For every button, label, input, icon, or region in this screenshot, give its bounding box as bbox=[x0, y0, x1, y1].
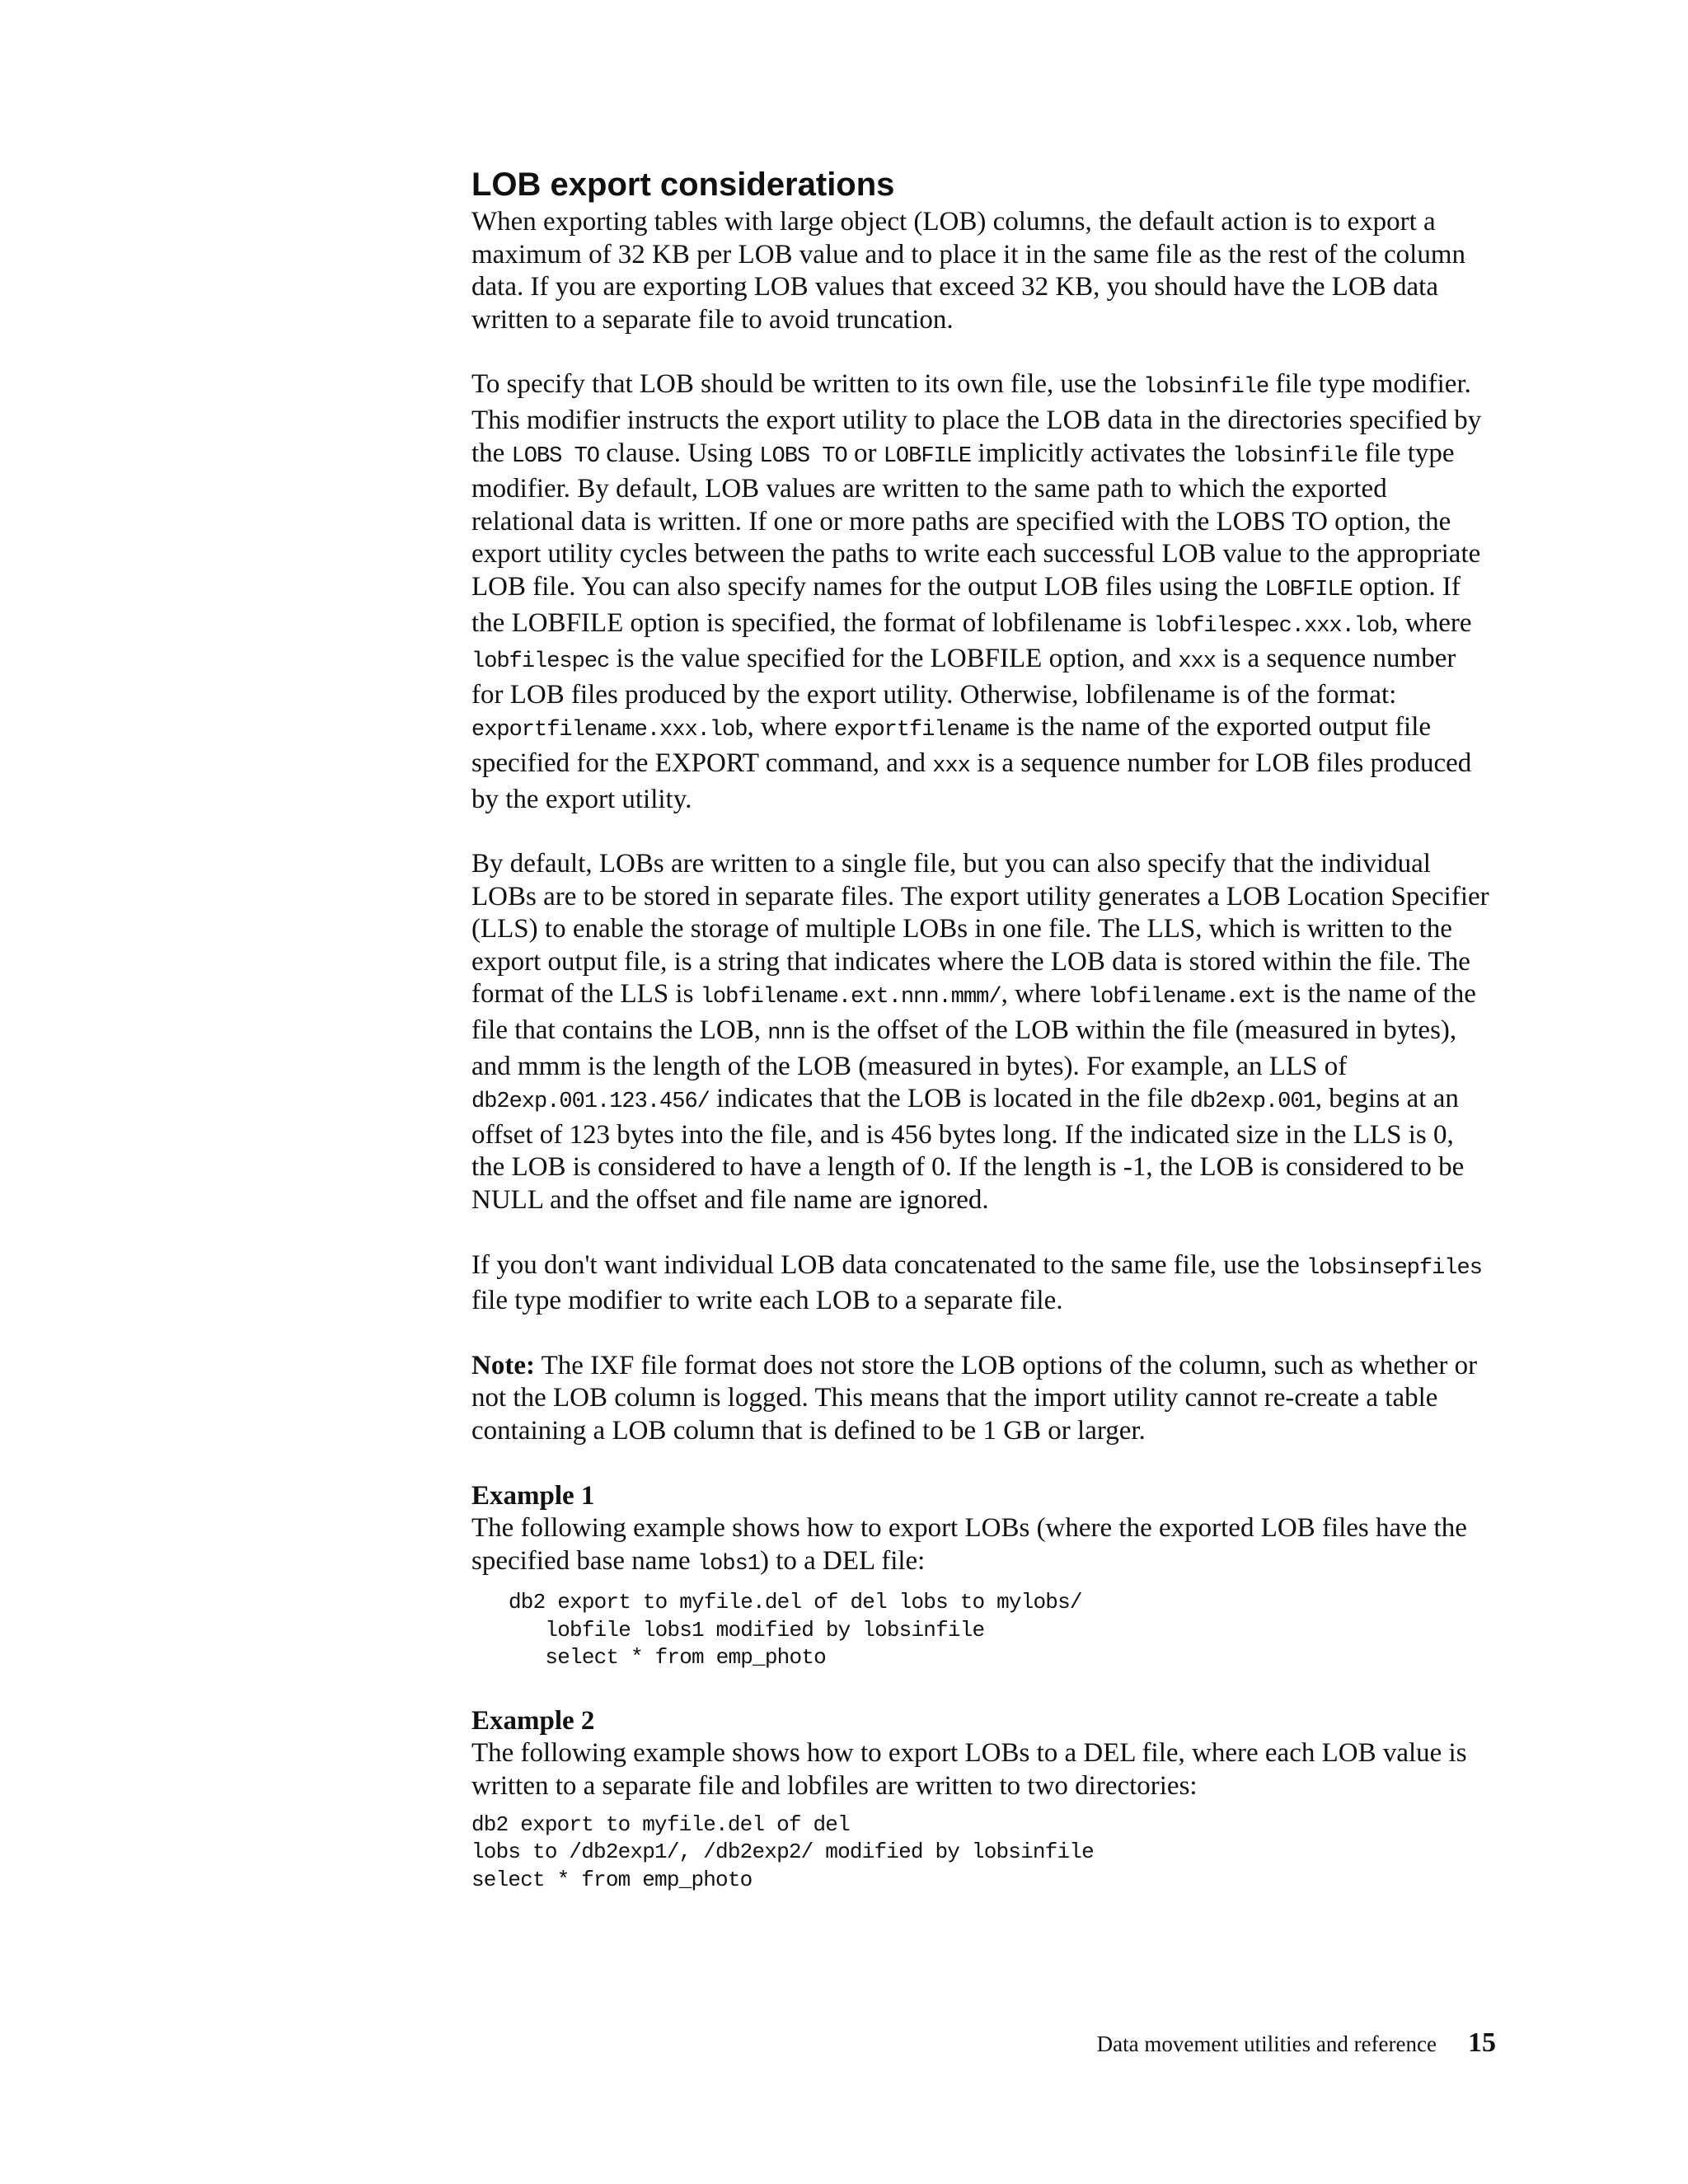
page-footer bbox=[1097, 2027, 1496, 2059]
example-description: The following example shows how to export LOBs to a DEL file, where each LOB value is written to a separate file and lobfiles are written to two directories: bbox=[471, 1738, 1467, 1802]
text-run: is a sequence number for LOB files produced by the export utility. Otherwise, lobfilename is of the format: bbox=[471, 644, 1456, 710]
code-term: db2exp.001.123.456/ bbox=[471, 1090, 710, 1115]
code-term: lobs1 bbox=[696, 1551, 760, 1577]
code-term: lobsinfile bbox=[1143, 375, 1269, 401]
note-paragraph bbox=[471, 1350, 1493, 1448]
text-run: , begins at an offset of 123 bytes into the file, and is 456 bytes long. If the indicated size in the LLS is 0, the LOB is considered to have a length of 0. If the length is -1, the LOB is considered to be NULL and the offset and file name are ignored. bbox=[471, 1084, 1465, 1216]
code-term: LOBFILE bbox=[1264, 577, 1353, 602]
code-term: exportfilename bbox=[833, 718, 1010, 743]
text-run: If you don't want individual LOB data concatenated to the same file, use the bbox=[471, 1249, 1307, 1280]
code-term: lobfilename.ext.nnn.mmm/ bbox=[700, 985, 1001, 1010]
code-term: xxx bbox=[1178, 649, 1216, 675]
code-block: db2 export to myfile.del of del lobs to mylobs/ lobfile lobs1 modified by lobsinfile select * from emp_photo bbox=[509, 1590, 1082, 1671]
paragraph-2 bbox=[471, 368, 1493, 816]
code-term: lobfilename.ext bbox=[1087, 985, 1276, 1010]
example-title: Example 2 bbox=[471, 1705, 595, 1736]
code-term: LOBS TO bbox=[511, 443, 599, 469]
text-run: , where bbox=[1001, 979, 1088, 1010]
paragraph-3 bbox=[471, 848, 1493, 1217]
text-run: file type modifier. By default, LOB values are written to the same path to which the exported relational data is written. If one or more paths are specified with the LOBS TO option, the export utility cycles between the paths to write each successful LOB value to the appropriate LOB file. You can also specify names for the output LOB files using the bbox=[471, 438, 1481, 602]
text-run: , where bbox=[747, 712, 834, 743]
paragraph-4 bbox=[471, 1249, 1493, 1318]
code-term: exportfilename.xxx.lob bbox=[471, 718, 748, 743]
example-title: Example 1 bbox=[471, 1480, 595, 1511]
code-term: lobfilespec bbox=[471, 649, 610, 675]
text-run: ) to a DEL file: bbox=[759, 1545, 926, 1576]
text-run: file type modifier. This modifier instructs the export utility to place the LOB data in the directories specified by the bbox=[471, 369, 1482, 468]
code-term: lobsinfile bbox=[1232, 443, 1358, 469]
text-run: , where bbox=[1391, 607, 1472, 638]
page-number: 15 bbox=[1468, 2027, 1496, 2058]
text-run: indicates that the LOB is located in the file bbox=[709, 1084, 1190, 1114]
text-run: is a sequence number for LOB files produced by the export utility. bbox=[471, 748, 1472, 814]
document-page bbox=[471, 165, 1493, 1927]
section-title: LOB export considerations bbox=[471, 166, 895, 203]
paragraph-1: When exporting tables with large object (LOB) columns, the default action is to export a maximum of 32 KB per LOB value and to place it in the same file as the rest of the column data. If you are exporting LOB values that exceed 32 KB, you should have the LOB data written to a separate file to avoid truncation. bbox=[471, 207, 1466, 335]
example-2 bbox=[471, 1705, 1493, 1894]
footer-title: Data movement utilities and reference bbox=[1096, 2032, 1437, 2056]
code-term: lobfilespec.xxx.lob bbox=[1153, 613, 1392, 639]
text-run: option. If the LOBFILE option is specified, the format of lobfilename is bbox=[471, 571, 1461, 638]
text-run: By default, LOBs are written to a single file, but you can also specify that the individual LOBs are to be stored in separate files. The export utility generates a LOB Location Specifier (LLS) to enable the storage of multiple LOBs in one file. The LLS, which is written to the export output file, is a string that indicates where the LOB data is stored within the file. The format of the LLS is bbox=[471, 849, 1489, 1010]
text-run: is the name of the exported output file specified for the EXPORT command, and bbox=[471, 712, 1432, 778]
code-term: xxx bbox=[932, 753, 970, 779]
text-run: implicitly activates the bbox=[971, 438, 1233, 468]
code-term: db2exp.001 bbox=[1189, 1090, 1315, 1115]
note-label: Note: bbox=[471, 1350, 535, 1380]
text-run: is the offset of the LOB within the file (measured in bytes), and mmm is the length of the LOB (measured in bytes). For example, an LLS of bbox=[471, 1015, 1457, 1081]
text-run: is the name of the file that contains the LOB, bbox=[471, 979, 1476, 1046]
text-run: To specify that LOB should be written to its own file, use the bbox=[471, 369, 1144, 400]
example-1 bbox=[471, 1480, 1493, 1672]
text-run: clause. Using bbox=[599, 438, 760, 468]
example-description bbox=[471, 1512, 1493, 1581]
text-run: The following example shows how to export LOBs (where the exported LOB files have the specified base name bbox=[471, 1513, 1467, 1576]
code-term: nnn bbox=[767, 1021, 805, 1047]
code-term: lobsinsepfiles bbox=[1306, 1255, 1482, 1281]
note-text: The IXF file format does not store the LOB options of the column, such as whether or not the LOB column is logged. This means that the import utility cannot re-create a table containing a LOB column that is defined to be 1 GB or larger. bbox=[471, 1350, 1478, 1446]
code-term: LOBS TO bbox=[759, 443, 847, 469]
code-term: LOBFILE bbox=[883, 443, 972, 469]
code-block: db2 export to myfile.del of del lobs to /db2exp1/, /db2exp2/ modified by lobsinfile select * from emp_photo bbox=[471, 1811, 1094, 1892]
text-run: file type modifier to write each LOB to a separate file. bbox=[471, 1286, 1063, 1316]
text-run: is the value specified for the LOBFILE option, and bbox=[609, 644, 1179, 674]
text-run: or bbox=[846, 438, 884, 468]
